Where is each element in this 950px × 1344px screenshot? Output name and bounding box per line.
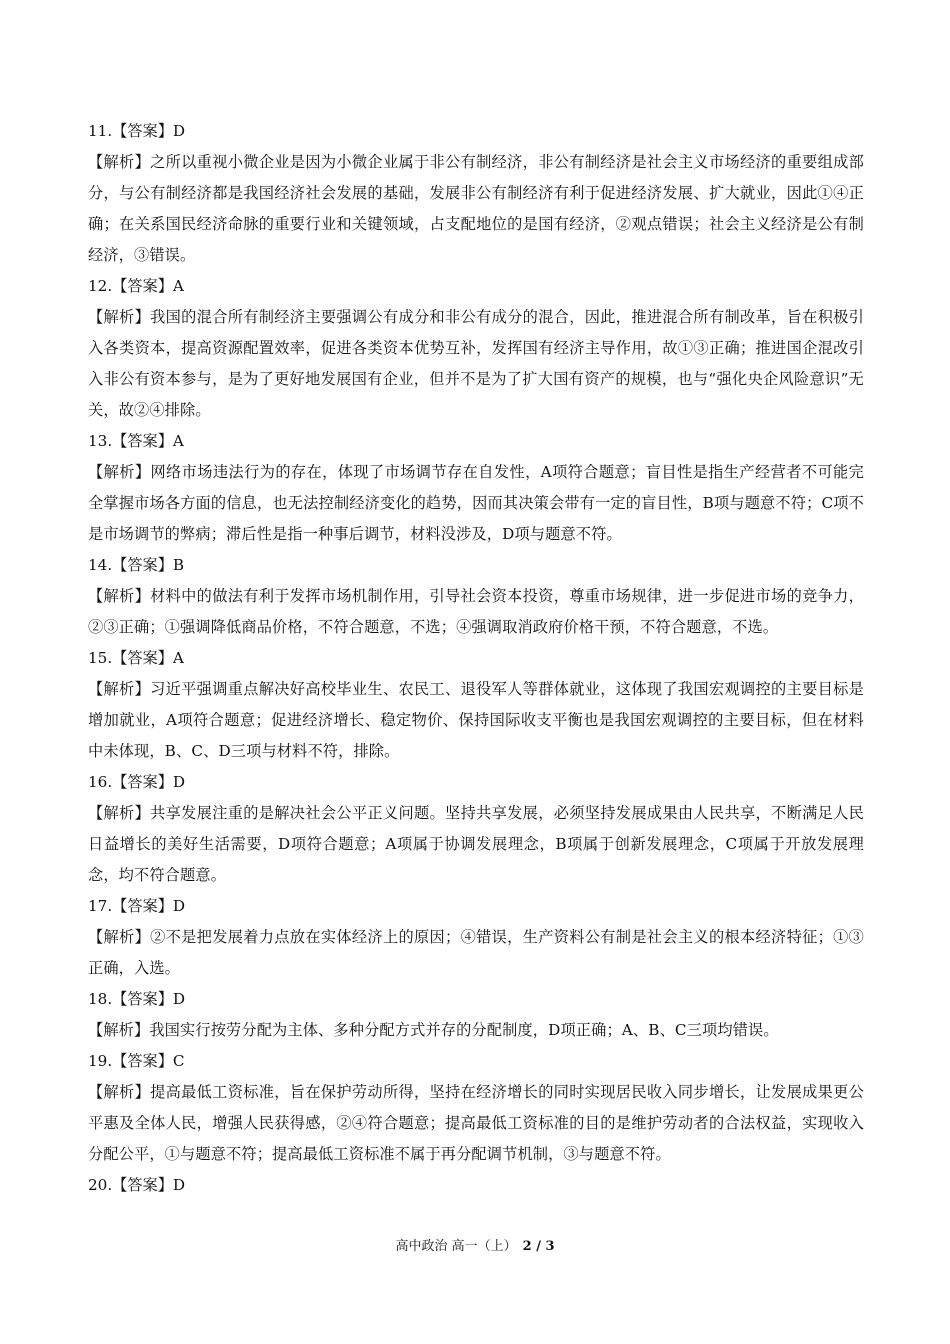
- answer-item-12: [88, 271, 864, 426]
- answer-item-18: [88, 984, 864, 1046]
- analysis-paragraph: 【解析】我国的混合所有制经济主要强调公有成分和非公有成分的混合，因此，推进混合所有制改革，旨在积极引入各类资本，提高资源配置效率，促进各类资本优势互补，发挥国有经济主导作用，故①③正确；推进国企混改引入非公有资本参与，是为了更好地发展国有企业，但并不是为了扩大国有资产的规模，也与“强化央企风险意识”无关，故②④排除。: [88, 308, 864, 419]
- answer-line: 16.【答案】D: [88, 773, 186, 791]
- answer-item-11: [88, 116, 864, 271]
- analysis-paragraph: 【解析】材料中的做法有利于发挥市场机制作用，引导社会资本投资，尊重市场规律，进一步促进市场的竞争力，②③正确；①强调降低商品价格，不符合题意，不选；④强调取消政府价格干预，不符合题意，不选。: [88, 587, 864, 636]
- analysis-paragraph: 【解析】共享发展注重的是解决社会公平正义问题。坚持共享发展，必须坚持发展成果由人民共享，不断满足人民日益增长的美好生活需要，D项符合题意；A项属于协调发展理念，B项属于创新发展理念，C项属于开放发展理念，均不符合题意。: [88, 804, 864, 884]
- answer-line: 12.【答案】A: [88, 277, 184, 295]
- analysis-paragraph: 【解析】提高最低工资标准，旨在保护劳动所得，坚持在经济增长的同时实现居民收入同步增长，让发展成果更公平惠及全体人民，增强人民获得感，②④符合题意；提高最低工资标准的目的是维护劳动者的合法权益，实现收入分配公平，①与题意不符；提高最低工资标准不属于再分配调节机制，③与题意不符。: [88, 1083, 864, 1163]
- answer-item-15: [88, 643, 864, 767]
- analysis-paragraph: 【解析】习近平强调重点解决好高校毕业生、农民工、退役军人等群体就业，这体现了我国宏观调控的主要目标是增加就业，A项符合题意；促进经济增长、稳定物价、保持国际收支平衡也是我国宏观调控的主要目标，但在材料中未体现，B、C、D三项与材料不符，排除。: [88, 680, 864, 760]
- answer-line: 13.【答案】A: [88, 432, 184, 450]
- analysis-paragraph: 【解析】网络市场违法行为的存在，体现了市场调节存在自发性，A项符合题意；盲目性是指生产经营者不可能完全掌握市场各方面的信息，也无法控制经济变化的趋势，因而其决策会带有一定的盲目性，B项与题意不符；C项不是市场调节的弊病；滞后性是指一种事后调节，材料没涉及，D项与题意不符。: [88, 463, 864, 543]
- answer-item-17: [88, 891, 864, 984]
- analysis-paragraph: 【解析】②不是把发展着力点放在实体经济上的原因；④错误，生产资料公有制是社会主义的根本经济特征；①③正确，入选。: [88, 928, 864, 977]
- answer-line: 18.【答案】D: [88, 990, 186, 1008]
- answer-line: 19.【答案】C: [88, 1052, 185, 1070]
- analysis-paragraph: 【解析】之所以重视小微企业是因为小微企业属于非公有制经济，非公有制经济是社会主义市场经济的重要组成部分，与公有制经济都是我国经济社会发展的基础，发展非公有制经济有利于促进经济发展、扩大就业，因此①④正确；在关系国民经济命脉的重要行业和关键领域，占支配地位的是国有经济，②观点错误；社会主义经济是公有制经济，③错误。: [88, 153, 864, 264]
- footer-label: 高中政治 高一（上）: [395, 1239, 517, 1254]
- answer-line: 17.【答案】D: [88, 897, 186, 915]
- answer-item-16: [88, 767, 864, 891]
- answer-line: 11.【答案】D: [88, 122, 186, 140]
- answer-list: [88, 116, 864, 1201]
- page-number: 2 / 3: [522, 1239, 555, 1254]
- answer-item-19: [88, 1046, 864, 1170]
- answer-item-14: [88, 550, 864, 643]
- answer-line: 14.【答案】B: [88, 556, 185, 574]
- answer-line: 15.【答案】A: [88, 649, 184, 667]
- answer-item-20: [88, 1170, 864, 1201]
- analysis-paragraph: 【解析】我国实行按劳分配为主体、多种分配方式并存的分配制度，D项正确；A、B、C三项均错误。: [88, 1021, 779, 1039]
- page-footer: [0, 1238, 950, 1256]
- answer-item-13: [88, 426, 864, 550]
- answer-line: 20.【答案】D: [88, 1176, 186, 1194]
